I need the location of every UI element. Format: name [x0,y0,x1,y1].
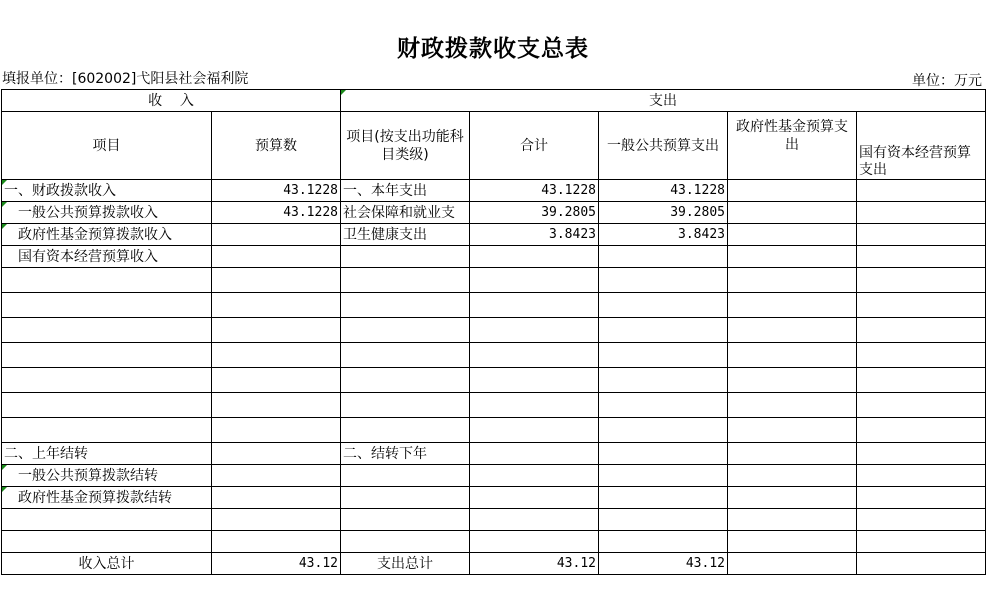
expense-gov-fund [728,268,857,293]
income-item [2,268,212,293]
expense-general: 3.8423 [599,224,728,246]
income-item: 国有资本经营预算收入 [2,246,212,268]
income-value: 43.1228 [212,180,341,202]
expense-general [599,268,728,293]
expense-item: 社会保障和就业支 [341,202,470,224]
expense-general [599,531,728,553]
budget-summary-table [1,89,986,575]
expense-total [470,368,599,393]
table-row [2,393,986,418]
expense-item: 卫生健康支出 [341,224,470,246]
expense-gov-fund [728,224,857,246]
expense-total [470,268,599,293]
expense-gov-fund [728,180,857,202]
expense-total: 3.8423 [470,224,599,246]
expense-general [599,343,728,368]
expense-general [599,368,728,393]
income-item [2,293,212,318]
income-item [2,418,212,443]
expense-item [341,509,470,531]
expense-general [599,393,728,418]
expense-item [341,293,470,318]
expense-total [470,246,599,268]
income-value [212,443,341,465]
expense-gov-fund [728,343,857,368]
reporting-unit: 填报单位：[602002]弋阳县社会福利院 [2,71,249,87]
table-row [2,443,986,465]
table-row [2,509,986,531]
table-row [2,343,986,368]
expense-general [599,509,728,531]
income-value [212,531,341,553]
expense-gov-fund [728,509,857,531]
income-value [212,465,341,487]
expense-item [341,465,470,487]
income-item: 政府性基金预算拨款结转 [2,487,212,509]
expense-item [341,318,470,343]
income-item [2,343,212,368]
expense-item [341,531,470,553]
expense-state-capital [857,487,986,509]
expense-state-capital-total [857,553,986,575]
expense-state-capital [857,180,986,202]
expense-state-capital [857,293,986,318]
expense-total [470,293,599,318]
expense-total [470,465,599,487]
income-item: 二、上年结转 [2,443,212,465]
col-header-budget: 预算数 [212,112,341,180]
table-row [2,180,986,202]
expense-gov-fund-total [728,553,857,575]
expense-state-capital [857,443,986,465]
table-row [2,246,986,268]
income-item [2,368,212,393]
expense-general [599,487,728,509]
expense-state-capital [857,509,986,531]
income-item [2,393,212,418]
income-item: 一般公共预算拨款结转 [2,465,212,487]
table-row [2,368,986,393]
expense-total [470,418,599,443]
currency-unit: 单位：万元 [912,73,982,89]
expense-state-capital [857,343,986,368]
table-row [2,487,986,509]
table-row [2,202,986,224]
expense-gov-fund [728,443,857,465]
income-total-value: 43.12 [212,553,341,575]
expense-total [470,531,599,553]
expense-gov-fund [728,246,857,268]
expense-general [599,318,728,343]
income-value [212,318,341,343]
expense-total [470,509,599,531]
expense-gov-fund [728,465,857,487]
expense-general: 39.2805 [599,202,728,224]
expense-general [599,418,728,443]
expense-item [341,246,470,268]
income-value [212,224,341,246]
col-header-expense-item: 项目(按支出功能科目类级) [341,112,470,180]
expense-gov-fund [728,293,857,318]
expense-total: 39.2805 [470,202,599,224]
income-group-header: 收 入 [2,90,341,112]
expense-state-capital [857,224,986,246]
expense-general [599,465,728,487]
income-value [212,246,341,268]
expense-general [599,443,728,465]
income-value [212,509,341,531]
col-header-total: 合计 [470,112,599,180]
expense-gov-fund [728,418,857,443]
expense-state-capital [857,202,986,224]
expense-total [470,443,599,465]
expense-item [341,393,470,418]
expense-state-capital [857,531,986,553]
expense-item [341,343,470,368]
expense-gov-fund [728,202,857,224]
expense-item: 二、结转下年 [341,443,470,465]
table-row [2,268,986,293]
expense-state-capital [857,318,986,343]
expense-general: 43.1228 [599,180,728,202]
expense-state-capital [857,368,986,393]
table-row [2,531,986,553]
table-row [2,465,986,487]
income-value [212,487,341,509]
expense-general-total: 43.12 [599,553,728,575]
income-value [212,418,341,443]
expense-general [599,293,728,318]
expense-group-header: 支出 [341,90,986,112]
expense-general [599,246,728,268]
income-value [212,293,341,318]
expense-state-capital [857,268,986,293]
income-item: 一般公共预算拨款收入 [2,202,212,224]
expense-item [341,487,470,509]
expense-gov-fund [728,531,857,553]
expense-state-capital [857,393,986,418]
expense-state-capital [857,246,986,268]
expense-total-label: 支出总计 [341,553,470,575]
expense-total [470,318,599,343]
income-item: 一、财政拨款收入 [2,180,212,202]
expense-gov-fund [728,318,857,343]
expense-gov-fund [728,368,857,393]
expense-total: 43.1228 [470,180,599,202]
expense-item [341,418,470,443]
col-header-general-budget: 一般公共预算支出 [599,112,728,180]
income-value [212,368,341,393]
expense-gov-fund [728,393,857,418]
page-title: 财政拨款收支总表 [397,35,589,62]
income-value [212,268,341,293]
expense-total [470,487,599,509]
income-item [2,509,212,531]
income-value [212,393,341,418]
table-row [2,293,986,318]
income-item [2,531,212,553]
expense-state-capital [857,465,986,487]
table-row [2,224,986,246]
income-item [2,318,212,343]
table-row [2,318,986,343]
expense-state-capital [857,418,986,443]
expense-item [341,268,470,293]
expense-total-value: 43.12 [470,553,599,575]
income-item: 政府性基金预算拨款收入 [2,224,212,246]
expense-item [341,368,470,393]
table-row [2,418,986,443]
expense-item: 一、本年支出 [341,180,470,202]
expense-gov-fund [728,487,857,509]
col-header-gov-fund: 政府性基金预算支出 [728,112,857,180]
table-total-row [2,553,986,575]
income-value: 43.1228 [212,202,341,224]
income-total-label: 收入总计 [2,553,212,575]
income-value [212,343,341,368]
col-header-item: 项目 [2,112,212,180]
col-header-state-capital: 国有资本经营预算支出 [857,112,986,180]
expense-total [470,393,599,418]
expense-total [470,343,599,368]
